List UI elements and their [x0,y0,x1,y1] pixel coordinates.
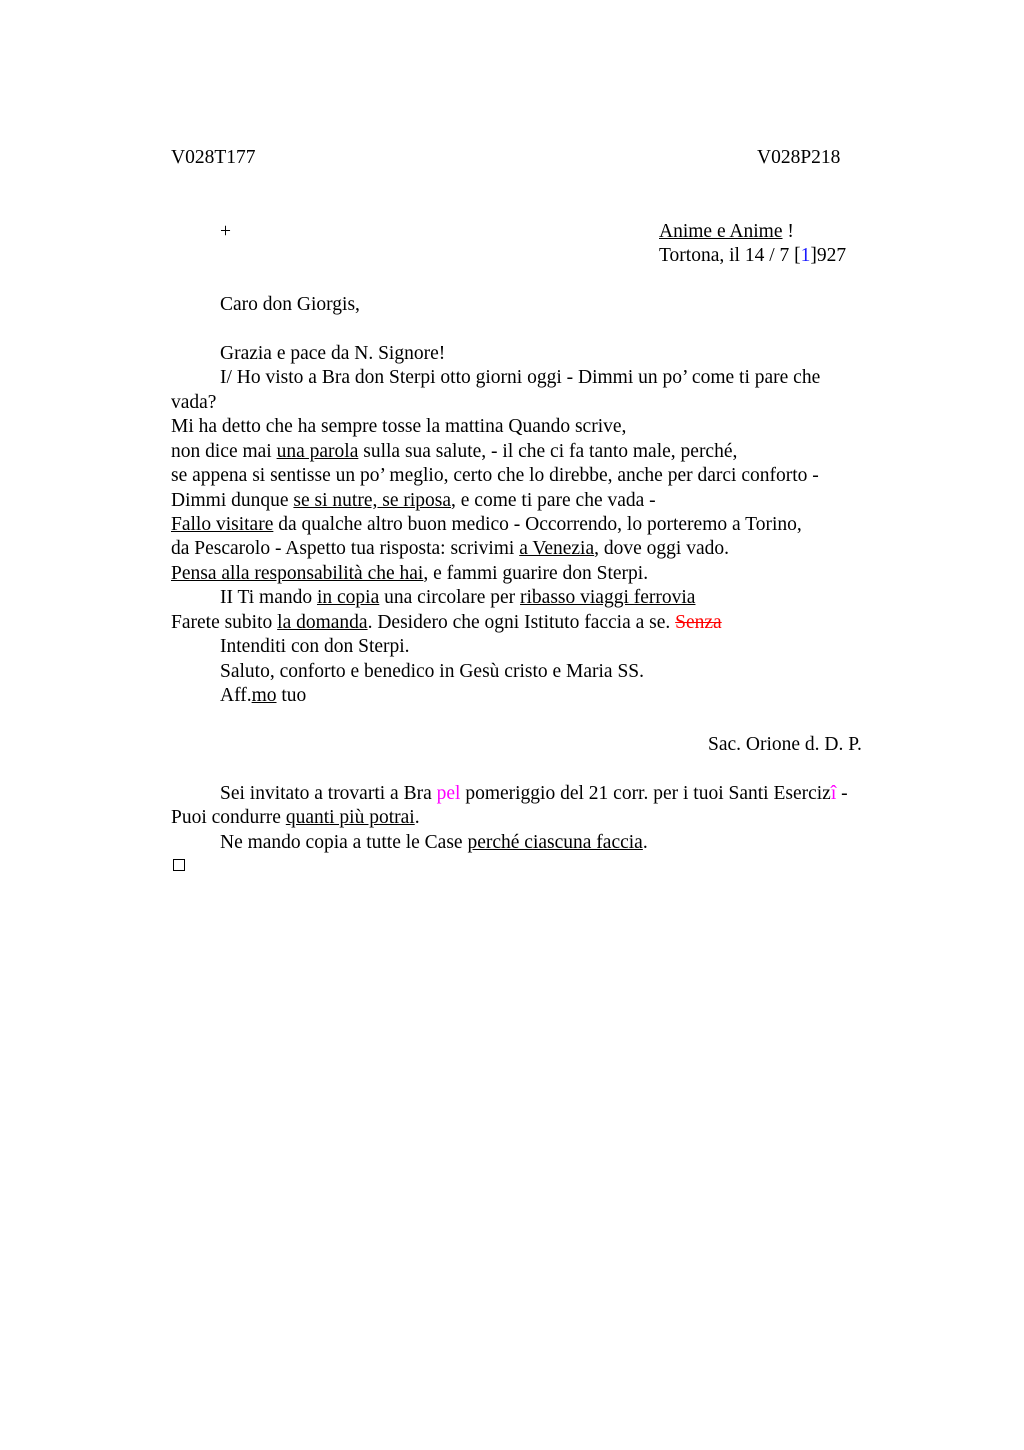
text-segment: non dice mai [171,441,277,462]
closing-line [220,684,306,708]
body-line-5: se appena si sentisse un po’ meglio, certo che lo direbbe, anche per darci conforto - [171,465,819,486]
body-line-6 [171,489,656,513]
salutation: Caro don Giorgis, [220,294,360,315]
underlined-segment: Pensa alla responsabilità che hai [171,563,424,584]
postscript-line-3 [220,831,648,855]
text-segment: sulla sua salute, - il che ci fa tanto male, perché, [358,441,738,462]
body-line-11 [171,611,722,635]
date-prefix: Tortona, il 14 / 7 [ [659,245,801,266]
body-line-3: Mi ha detto che ha sempre tosse la mattina Quando scrive, [171,416,627,437]
motto-text: Anime e Anime [659,221,783,242]
underlined-segment: a Venezia [519,538,595,559]
body-line-13: Saluto, conforto e benedico in Gesù cristo e Maria SS. [220,661,645,682]
text-segment: pomeriggio del 21 corr. per i tuoi Santi Eserciz [460,783,831,804]
text-segment: II Ti mando [220,587,317,608]
text-segment: Puoi condurre [171,807,286,828]
text-segment: Aff. [220,685,252,706]
underlined-segment: mo [251,685,277,706]
body-line-8 [171,537,729,561]
signature: Sac. Orione d. D. P. [708,734,862,755]
text-segment: da Pescarolo - Aspetto tua risposta: scrivimi [171,538,520,559]
body-line-2: vada? [171,392,217,413]
text-segment: . Desidero che ogni Istituto faccia a se. [367,612,676,633]
underlined-segment: la domanda [277,612,368,633]
header-left-code: V028T177 [171,147,256,168]
text-segment: una circolare per [379,587,521,608]
end-square-icon [173,859,185,871]
cross-symbol: + [220,221,231,242]
highlighted-word: pel [436,783,461,804]
text-segment: Dimmi dunque [171,490,294,511]
text-segment: - [836,783,848,804]
text-segment: da qualche altro buon medico - Occorrendo, lo porteremo a Torino, [273,514,802,535]
underlined-segment: ribasso viaggi ferrovia [520,587,696,608]
struck-word: Senza [675,612,722,633]
text-segment: . [642,832,648,853]
underlined-segment: in copia [316,587,380,608]
text-segment: . [414,807,420,828]
motto-line [659,220,794,244]
text-segment: , e come ti pare che vada - [451,490,656,511]
highlighted-letter: î [830,783,837,804]
body-line-1: I/ Ho visto a Bra don Sterpi otto giorni oggi - Dimmi un po’ come ti pare che [220,367,821,388]
body-line-9 [171,562,648,586]
text-segment: Ne mando copia a tutte le Case [220,832,468,853]
text-segment: , dove oggi vado. [594,538,729,559]
underlined-segment: una parola [276,441,359,462]
body-line-10 [220,586,695,610]
underlined-segment: Fallo visitare [171,514,274,535]
body-line-4 [171,440,737,464]
text-segment: Farete subito [171,612,278,633]
underlined-segment: perché ciascuna faccia [467,832,643,853]
body-line-7 [171,513,802,537]
date-suffix: ]927 [810,245,847,266]
header-right-code: V028P218 [757,147,841,168]
date-line [659,244,846,268]
underlined-segment: quanti più potrai [285,807,415,828]
text-segment: Sei invitato a trovarti a Bra [220,783,437,804]
underlined-segment: se si nutre, se riposa [293,490,452,511]
date-bracket-digit: 1 [800,245,811,266]
greeting: Grazia e pace da N. Signore! [220,343,446,364]
motto-suffix: ! [782,221,794,242]
text-segment: tuo [276,685,307,706]
body-line-12: Intenditi con don Sterpi. [220,636,410,657]
postscript-line-1 [220,782,848,806]
postscript-line-2 [171,806,420,830]
text-segment: , e fammi guarire don Sterpi. [423,563,649,584]
